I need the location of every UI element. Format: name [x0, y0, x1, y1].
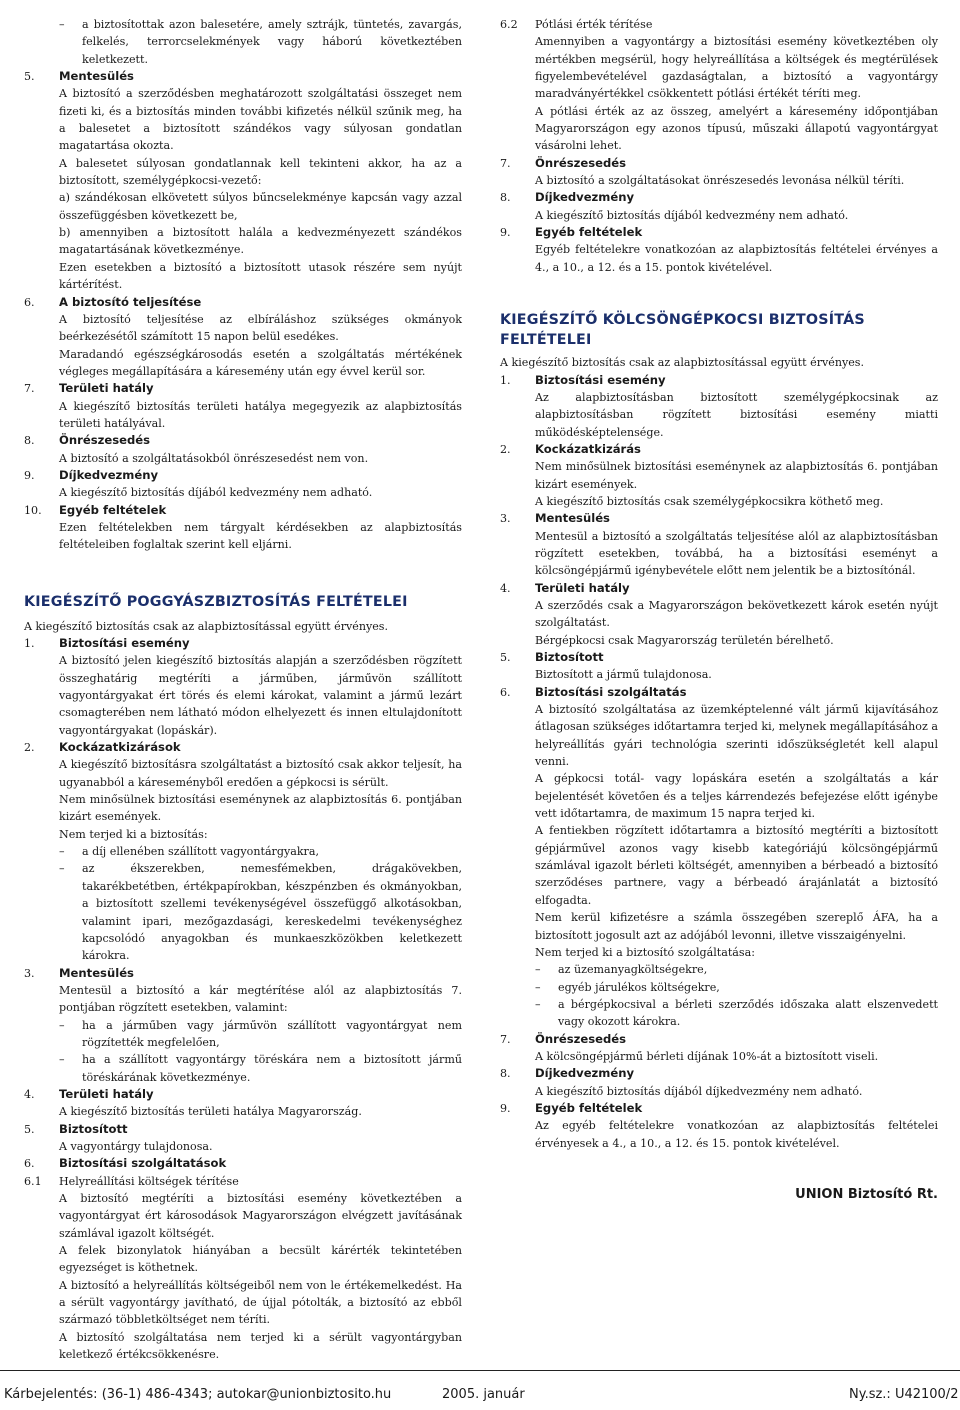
footer-contact: Kárbejelentés: (36-1) 486-4343; autokar@unionbiztosito.hu — [4, 1387, 392, 1402]
section-heading — [24, 739, 462, 756]
list-item: – az ékszerekben, nemesfémekben, drágakövekben, takarékbetétben, értékpapírokban, készpénzben és okmányokban, a biztosított szellemi tevékenységével összefüggő alkotásokban, valamint ipari, mezőgazdasági, kereskedelmi tevékenységhez kapcsolódó anyagokban és munkaeszközökben keletkezett károkra. — [24, 860, 462, 964]
section-number: 9. — [24, 468, 35, 482]
section-number: 4. — [500, 581, 511, 595]
paragraph: A kölcsöngépjármű bérleti díjának 10%-át a biztosított viseli. — [535, 1049, 879, 1063]
section-heading — [500, 684, 938, 701]
section-title: Biztosítási esemény — [535, 372, 666, 387]
section-title: Helyreállítási költségek térítése — [59, 1174, 239, 1188]
paragraph: A kiegészítő biztosításra szolgáltatást a biztosító csak akkor teljesít, ha ugyanabból a káreseményből eredően a gépkocsi is sérült. — [59, 758, 462, 789]
paragraph: A szerződés csak a Magyarországon bekövetkezett károk esetén nyújt szolgáltatást. — [535, 598, 938, 630]
section-number: 8. — [500, 1067, 511, 1081]
section-title: Díjkedvezmény — [535, 190, 635, 205]
list-item: – ha a szállított vagyontárgy töréskára nem a biztosított jármű töréskárának következménye. — [24, 1051, 462, 1086]
section-heading — [500, 189, 938, 206]
paragraph: Biztosított a jármű tulajdonosa. — [535, 668, 712, 682]
section-title: Pótlási érték térítése — [535, 18, 653, 31]
list-item: – egyéb járulékos költségekre, — [500, 979, 938, 996]
section-number: 8. — [24, 434, 35, 448]
paragraph: A kiegészítő biztosítás díjából díjkedvezmény nem adható. — [535, 1084, 863, 1098]
section-number: 7. — [24, 382, 35, 396]
paragraph: A kiegészítő biztosítás területi hatálya megegyezik az alapbiztosítás területi hatályával. — [59, 399, 462, 430]
paragraph: Az egyéb feltételekre vonatkozóan az alapbiztosítás feltételei érvényesek a 4., a 10., a 12. és 15. pontok kivételével. — [535, 1119, 938, 1150]
paragraph: A biztosító jelen kiegészítő biztosítás alapján a szerződésben rögzített összeghatárig megtéríti a járműben, járművön szállított vagyontárgyakat ért törés és elemi károkat, valamint a jármű lezárt csomagterében nem látható módon elhelyezett és innen eltulajdonított vagyontárgyakat (lopáskár). — [59, 654, 462, 737]
paragraph: A kiegészítő biztosítás díjából kedvezmény nem adható. — [59, 486, 373, 500]
section-number: 2. — [500, 442, 511, 456]
paragraph: A gépkocsi totál- vagy lopáskára esetén a szolgáltatás a kár bejelentését követően és a teljes kárrendezés befejezése előtt igénybe vett időtartamra, de maximum 15 napra terjed ki. — [535, 772, 938, 821]
list-item: – a bérgépkocsival a bérleti szerződés időszaka alatt elszenvedett vagy okozott károkra. — [500, 996, 938, 1031]
footer-date: 2005. január — [442, 1387, 525, 1402]
paragraph: A felek bizonylatok hiányában a becsült kárérték tekintetében egyezséget is köthetnek. — [59, 1244, 462, 1275]
paragraph: A biztosító teljesítése az elbíráláshoz szükséges okmányok beérkezésétől számított 15 napon belül esedékes. — [59, 312, 462, 344]
paragraph: A biztosító szolgáltatása nem terjed ki a sérült vagyontárgyban keletkező értékcsökkenésre. — [59, 1330, 462, 1362]
section-number: 8. — [500, 191, 511, 205]
section-number: 1. — [24, 637, 35, 650]
section-title: Díjkedvezmény — [535, 1066, 635, 1081]
paragraph: A biztosító a szerződésben meghatározott szolgáltatási összeget nem fizeti ki, és a biztosítás minden további kifizetés nélkül szűnik meg, ha a balesetet a biztosított szándékos vagy súlyosan gondatlan magatartása okozta. — [59, 87, 462, 153]
section-heading — [24, 432, 462, 449]
paragraph: Nem minősülnek biztosítási eseménynek az alapbiztosítás 6. pontjában kizárt események. — [535, 460, 938, 491]
paragraph: Egyéb feltételekre vonatkozóan az alapbiztosítás feltételei érvényes a 4., a 10., a 12. és a 15. pontok kivételével. — [535, 243, 938, 274]
section-title: Biztosítási esemény — [59, 636, 190, 650]
paragraph: b) amennyiben a biztosított halála a kedvezményezett szándékos magatartásának következménye. — [59, 226, 462, 257]
section-heading — [24, 467, 462, 484]
section-heading — [24, 965, 462, 982]
section-title: Önrészesedés — [59, 433, 151, 448]
paragraph: A balesetet súlyosan gondatlannak kell tekinteni akkor, ha az a biztosított, személygépkocsi-vezető: — [59, 156, 462, 188]
section-number: 4. — [24, 1087, 35, 1101]
paragraph: A pótlási érték az az összeg, amelyért a káresemény időpontjában Magyarországon egy azonos típusú, műszaki állapotú vagyontárgyat vásárolni lehet. — [535, 104, 938, 153]
section-number: 9. — [500, 1101, 511, 1115]
paragraph: A biztosító a szolgáltatásokból önrészesedést nem von. — [59, 451, 369, 465]
paragraph: Bérgépkocsi csak Magyarország területén bérelhető. — [535, 633, 834, 647]
section-title: Egyéb feltételek — [535, 225, 643, 240]
paragraph: Maradandó egészségkárosodás esetén a szolgáltatás mértékének végleges megállapítására a káresemény után egy évvel kerül sor. — [59, 347, 462, 378]
paragraph: A biztosító szolgáltatása az üzemképtelenné vált jármű kijavításához átlagosan szükséges időtartamra terjed ki, melynek megállapításához a helyreállítás gyári technológia szerinti időszükségletét kell alapul venni. — [535, 703, 938, 769]
section-heading — [500, 649, 938, 666]
section-heading — [500, 441, 938, 458]
paragraph: Nem terjed ki a biztosító szolgáltatása: — [535, 945, 755, 959]
section-heading — [500, 16, 938, 33]
paragraph: A vagyontárgy tulajdonosa. — [59, 1139, 213, 1153]
intro-paragraph: A kiegészítő biztosítás csak az alapbiztosítással együtt érvényes. — [500, 356, 865, 370]
section-title: Díjkedvezmény — [59, 467, 159, 482]
paragraph: Mentesül a biztosító a szolgáltatás teljesítése alól az alapbiztosításban rögzített esetekben, továbbá, ha a biztosítási eseményt a kölcsöngépjármű igénybevétele előtt nem jelentik be a biztosítónál. — [535, 529, 938, 578]
list-item: – az üzemanyagköltségekre, — [500, 961, 938, 978]
section-title: Önrészesedés — [535, 1031, 627, 1046]
paragraph: a) szándékosan elkövetett súlyos bűncselekménye kapcsán vagy azzal összefüggésben következett be, — [59, 191, 462, 222]
section-number: 10. — [24, 503, 42, 517]
section-title: Mentesülés — [59, 69, 134, 84]
section-number: 6. — [24, 295, 35, 309]
paragraph: A kiegészítő biztosítás területi hatálya Magyarország. — [59, 1105, 362, 1119]
section-heading — [500, 1065, 938, 1082]
section-number: 7. — [500, 156, 511, 170]
section-number: 5. — [24, 70, 35, 84]
document-section-title: KIEGÉSZÍTŐ POGGYÁSZBIZTOSÍTÁS FELTÉTELEI — [24, 593, 408, 610]
section-title: Önrészesedés — [535, 155, 627, 170]
section-title: Biztosítási szolgáltatások — [59, 1156, 227, 1171]
section-number: 1. — [500, 373, 511, 387]
section-heading — [24, 1173, 462, 1190]
section-title: Biztosítási szolgáltatás — [535, 684, 687, 699]
section-number: 6.2 — [500, 18, 518, 31]
section-heading — [500, 1031, 938, 1048]
section-heading — [24, 502, 462, 519]
paragraph: A biztosító a helyreállítás költségeiből nem von le értékemelkedést. Ha a sérült vagyontárgy javítható, de újjal pótolták, a biztosító az ebből származó többletköltséget nem téríti. — [59, 1278, 462, 1327]
section-heading — [500, 155, 938, 172]
section-heading — [500, 1100, 938, 1117]
section-title: Területi hatály — [59, 1086, 154, 1101]
section-heading — [24, 380, 462, 397]
paragraph: A biztosító megtéríti a biztosítási esemény következtében a vagyontárgyat ért károsodások Magyarországon elvégzett javításának számlával igazolt költségét. — [59, 1192, 462, 1240]
paragraph: Nem minősülnek biztosítási eseménynek az alapbiztosítás 6. pontjában kizárt események. — [59, 793, 462, 824]
page-footer — [0, 1370, 960, 1410]
section-title: Egyéb feltételek — [535, 1100, 643, 1115]
section-number: 3. — [500, 512, 511, 526]
section-number: 5. — [24, 1122, 35, 1136]
section-title: Mentesülés — [535, 511, 610, 526]
paragraph: Nem terjed ki a biztosítás: — [59, 827, 208, 841]
paragraph: Ezen feltételekben nem tárgyalt kérdésekben az alapbiztosítás feltételeiben foglaltak szerint kell eljárni. — [59, 520, 462, 552]
list-item: – a díj ellenében szállított vagyontárgyakra, — [24, 843, 462, 860]
paragraph: Az alapbiztosításban biztosított személygépkocsinak az alapbiztosításban rögzített biztosítási esemény miatti működésképtelensége. — [535, 390, 938, 439]
section-heading — [500, 580, 938, 597]
section-heading — [24, 635, 462, 652]
paragraph: Nem kerül kifizetésre a számla összegében szereplő ÁFA, ha a biztosított jogosult azt az adójából levonni, illetve visszaigényelni. — [535, 911, 938, 942]
intro-paragraph: A kiegészítő biztosítás csak az alapbiztosítással együtt érvényes. — [24, 619, 389, 633]
section-title: Biztosított — [535, 650, 604, 664]
section-number: 3. — [24, 966, 35, 980]
section-title: Biztosított — [59, 1121, 128, 1136]
spacer — [24, 554, 462, 592]
right-column — [500, 16, 938, 1203]
section-number: 6. — [500, 685, 511, 699]
paragraph: Ezen esetekben a biztosító a biztosított utasok részére sem nyújt kártérítést. — [59, 260, 462, 292]
section-heading — [24, 1155, 462, 1172]
section-title: A biztosító teljesítése — [59, 294, 202, 309]
section-heading — [24, 1121, 462, 1138]
section-heading — [500, 510, 938, 527]
section-title: Területi hatály — [59, 381, 154, 396]
section-heading — [500, 372, 938, 389]
section-number: 6.1 — [24, 1174, 42, 1188]
section-heading — [24, 294, 462, 311]
section-heading — [24, 1086, 462, 1103]
section-title: Mentesülés — [59, 965, 134, 980]
paragraph: A fentiekben rögzített időtartamra a biztosító megtéríti a biztosított gépjárművel azonos vagy kisebb kategóriájú kölcsöngépjármű számlával igazolt bérleti költségét, amennyiben a bérbeadó a biztosító szerződéses partnere, vagy a bérbeadó árajánlatát a biztosító elfogadta. — [535, 824, 938, 907]
list-item: – a biztosítottak azon balesetére, amely sztrájk, tüntetés, zavargás, felkelés, terrorcselekmények vagy háború következtében keletkezett. — [24, 16, 462, 68]
footer-code: Ny.sz.: U42100/2 — [849, 1387, 959, 1402]
section-title: Területi hatály — [535, 580, 630, 595]
paragraph: A biztosító a szolgáltatásokat önrészesedés levonása nélkül téríti. — [535, 174, 905, 188]
paragraph: Amennyiben a vagyontárgy a biztosítási esemény következtében oly mértékben megsérül, hogy helyreállítása a költségek és megtérülések figyelembevételével gazdaságtalan, a biztosító a vagyontárgy maradványértékkel csökkentett pótlási értékét téríti meg. — [535, 35, 938, 101]
document-section-title: KIEGÉSZÍTŐ KÖLCSÖNGÉPKOCSI BIZTOSÍTÁS FELTÉTELEI — [500, 312, 865, 349]
list-item: – ha a járműben vagy járművön szállított vagyontárgyat nem rögzítették megfelelően, — [24, 1017, 462, 1052]
section-number: 9. — [500, 226, 511, 240]
section-title: Kockázatkizárás — [535, 441, 641, 456]
paragraph: Mentesül a biztosító a kár megtérítése alól az alapbiztosítás 7. pontjában rögzített esetekben, valamint: — [59, 983, 462, 1015]
spacer — [500, 276, 938, 310]
left-column — [24, 16, 462, 1363]
section-number: 6. — [24, 1157, 35, 1171]
section-title: Kockázatkizárások — [59, 740, 181, 755]
signature-company: UNION Biztosító Rt. — [795, 1186, 938, 1202]
section-title: Egyéb feltételek — [59, 502, 167, 517]
spacer — [500, 1152, 938, 1186]
section-heading — [500, 224, 938, 241]
section-heading — [24, 68, 462, 85]
section-number: 2. — [24, 741, 35, 755]
paragraph: A kiegészítő biztosítás csak személygépkocsikra köthető meg. — [535, 494, 884, 508]
section-number: 5. — [500, 651, 511, 664]
paragraph: A kiegészítő biztosítás díjából kedvezmény nem adható. — [535, 208, 849, 222]
section-number: 7. — [500, 1032, 511, 1046]
